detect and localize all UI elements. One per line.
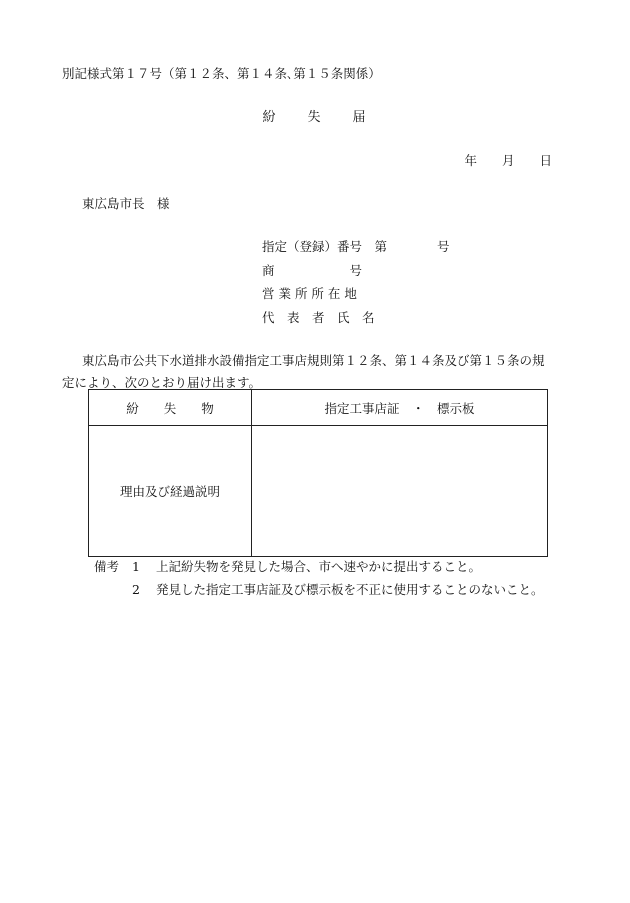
note-item: [94, 584, 544, 607]
form-reference: 別記様式第１７号（第１２条、第１４条､第１５条関係）: [62, 66, 381, 81]
note-number: 2: [132, 582, 140, 597]
declaration-text: 東広島市公共下水道排水設備指定工事店規則第１２条、第１４条及び第１５条の規定により、次のとおり届け出ます。: [62, 353, 545, 390]
reason-label: 理由及び経過説明: [89, 426, 252, 557]
applicant-fields: [262, 241, 450, 335]
table-row: [89, 426, 548, 557]
registration-number-field: 指定（登録）番号 第 号: [262, 239, 450, 254]
addressee: 東広島市長 様: [82, 196, 170, 211]
note-text: 発見した指定工事店証及び標示板を不正に使用することのないこと。: [156, 582, 544, 597]
form-title: 紛 失 届: [262, 110, 368, 125]
table-row: [89, 390, 548, 426]
trade-name-field: 商 号: [262, 262, 363, 278]
note-number: 1: [132, 559, 140, 574]
notes-section: [94, 561, 544, 607]
notes-heading: 備考: [94, 559, 120, 574]
lost-item-table: [88, 389, 548, 557]
date-line: 年 月 日: [464, 153, 552, 168]
office-address-field: 営 業 所 所 在 地: [262, 286, 357, 301]
lost-item-value: 指定工事店証 ・ 標示板: [252, 390, 548, 426]
note-text: 上記紛失物を発見した場合、市へ速やかに提出すること。: [156, 559, 482, 574]
representative-name-field: 代 表 者 氏 名: [262, 309, 375, 325]
reason-value: [252, 426, 548, 557]
lost-item-label: 紛 失 物: [89, 390, 252, 426]
note-item: [94, 561, 544, 584]
